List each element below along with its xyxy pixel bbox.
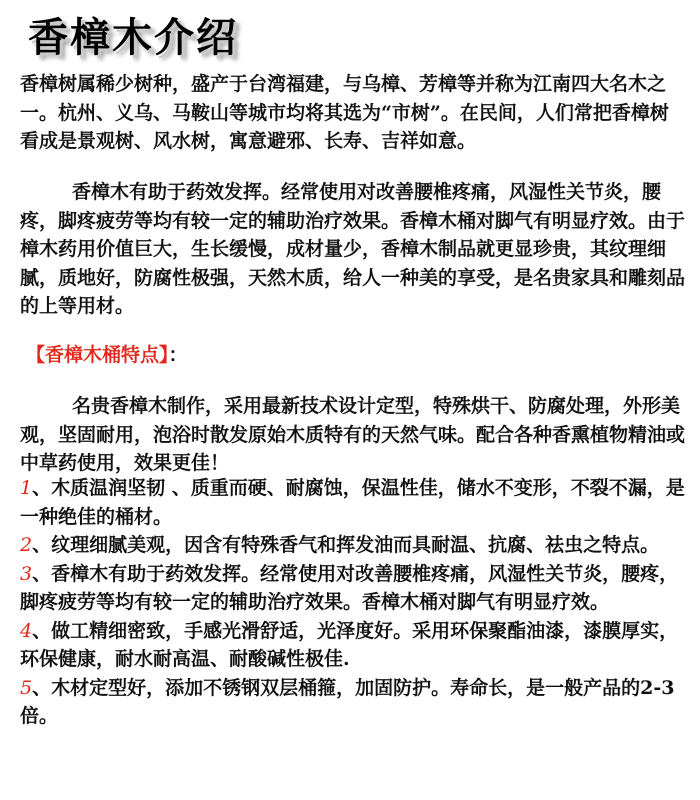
benefits-paragraph: 香樟木有助于药效发挥。经常使用对改善腰椎疼痛，风湿性关节炎，腰疼，脚疼疲劳等均有较一定的辅助治疗效果。香樟木桶对脚气有明显疗效。由于樟木药用价值巨大，生长缓慢，成材量少，香樟木制品就更显珍贵，其纹理细腻，质地好，防腐性极强，天然木质，给人一种美的享受，是名贵家具和雕刻品的上等用材。 <box>20 181 686 317</box>
feature-item <box>20 531 686 560</box>
feature-item <box>20 474 686 531</box>
features-intro-paragraph: 名贵香樟木制作，采用最新技术设计定型，特殊烘干、防腐处理，外形美观，坚固耐用，泡浴时散发原始木质特有的天然气味。配合各种香熏植物精油或中草药使用，效果更佳！ <box>20 395 686 474</box>
feature-number: 5 <box>20 676 33 699</box>
feature-text: 、木材定型好，添加不锈钢双层桶箍，加固防护。寿命长，是一般产品的2-3倍。 <box>20 676 675 727</box>
intro-paragraph: 香樟树属稀少树种，盛产于台湾福建，与乌樟、芳樟等并称为江南四大名木之一。杭州、义乌、马鞍山等城市均将其选为“市树”。在民间，人们常把香樟树看成是景观树、风水树，寓意避邪、长寿、吉祥如意。 <box>20 73 669 152</box>
feature-number: 1 <box>20 477 33 499</box>
page-title: 香樟木介绍 <box>28 15 238 61</box>
feature-item <box>20 674 686 731</box>
feature-item <box>20 617 686 674</box>
section-heading-colon: ： <box>168 344 188 366</box>
section-heading-label: 【香樟木桶特点】 <box>26 344 169 366</box>
feature-text: 、香樟木有助于药效发挥。经常使用对改善腰椎疼痛，风湿性关节炎，腰疼，脚疼疲劳等均有较一定的辅助治疗效果。香樟木桶对脚气有明显疗效。 <box>20 562 679 613</box>
feature-text: 、做工精细密致，手感光滑舒适，光泽度好。采用环保聚酯油漆，漆膜厚实，环保健康，耐水耐高温、耐酸碱性极佳. <box>20 619 679 670</box>
feature-number: 4 <box>20 619 33 642</box>
feature-list <box>20 474 686 731</box>
feature-text: 、木质温润坚韧 、质重而硬、耐腐蚀，保温性佳，储水不变形，不裂不漏，是一种绝佳的桶材。 <box>20 477 685 528</box>
feature-item <box>20 560 686 617</box>
feature-number: 2 <box>20 534 33 556</box>
feature-number: 3 <box>20 562 33 585</box>
section-heading <box>26 340 188 367</box>
feature-text: 、纹理细腻美观，因含有特殊香气和挥发油而具耐温、抗腐、祛虫之特点。 <box>32 534 660 556</box>
